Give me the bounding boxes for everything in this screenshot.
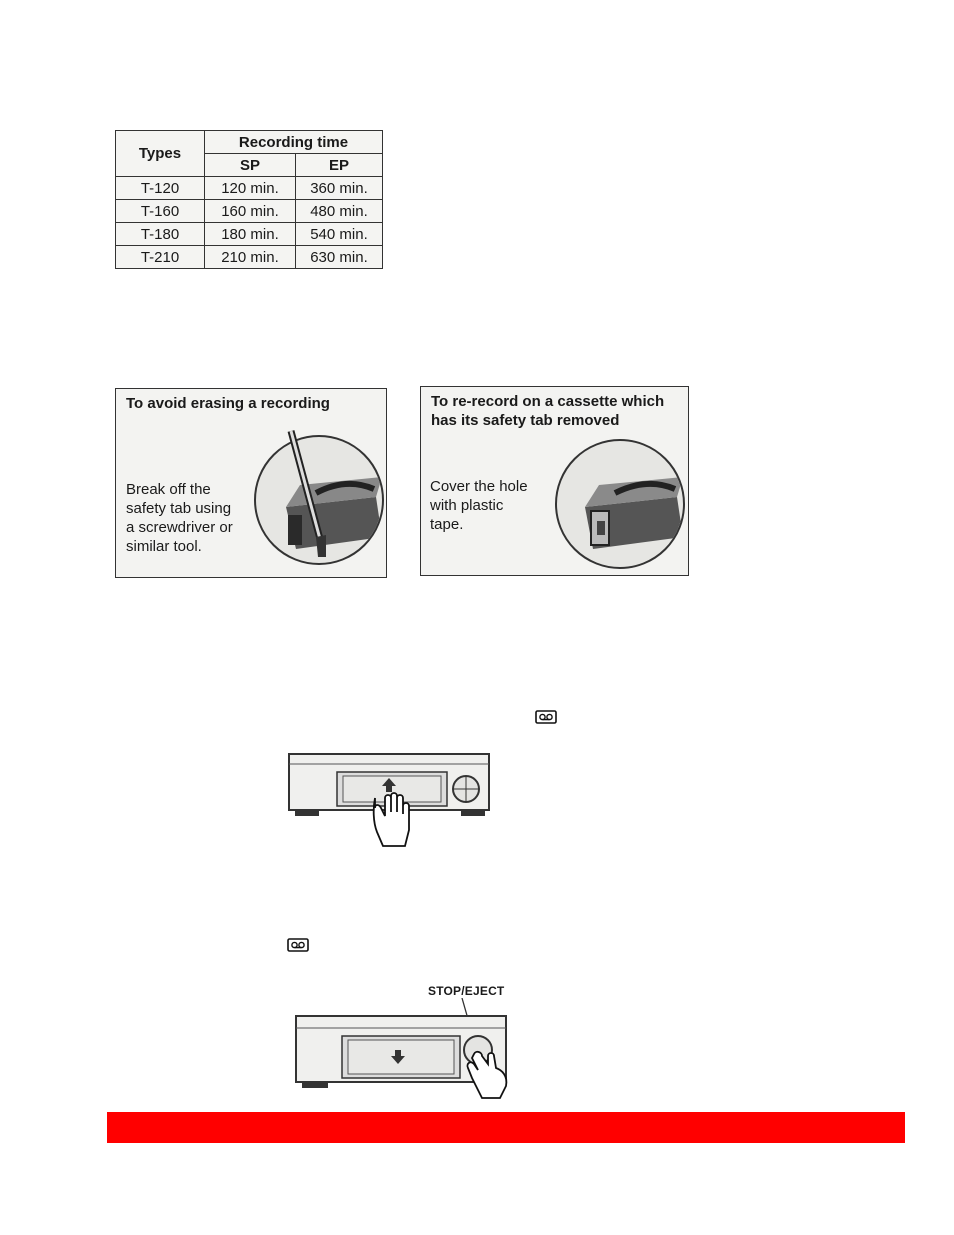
cell-ep: 480 min. <box>296 200 383 223</box>
cell-sp: 210 min. <box>205 246 296 269</box>
cell-sp: 160 min. <box>205 200 296 223</box>
table-row <box>116 223 383 246</box>
header-recording-time: Recording time <box>205 131 383 154</box>
cassette-closeup <box>555 439 685 569</box>
panel-instructions: Cover the hole with plastic tape. <box>430 478 528 533</box>
header-sp: SP <box>205 154 296 177</box>
vcr-insert-illustration <box>285 752 495 852</box>
panel-instructions: Break off the safety tab using a screwdriver or similar tool. <box>126 481 233 555</box>
cassette-icon <box>535 710 557 724</box>
table-row <box>116 177 383 200</box>
cell-type: T-210 <box>116 246 205 269</box>
cell-ep: 630 min. <box>296 246 383 269</box>
panel-title: To re-record on a cassette which has its safety tab removed <box>431 393 665 429</box>
cell-type: T-120 <box>116 177 205 200</box>
avoid-erasing-panel <box>115 388 387 578</box>
cell-ep: 540 min. <box>296 223 383 246</box>
header-ep: EP <box>296 154 383 177</box>
re-record-panel <box>420 386 689 576</box>
footer-bar <box>107 1112 905 1143</box>
cassette-icon <box>287 938 309 952</box>
panel-title: To avoid erasing a recording <box>126 395 330 412</box>
cell-ep: 360 min. <box>296 177 383 200</box>
recording-time-table <box>115 130 383 269</box>
cell-sp: 120 min. <box>205 177 296 200</box>
cell-sp: 180 min. <box>205 223 296 246</box>
table-row <box>116 200 383 223</box>
screwdriver-icon <box>286 429 346 559</box>
header-types: Types <box>116 131 205 177</box>
cell-type: T-160 <box>116 200 205 223</box>
table-row <box>116 246 383 269</box>
vcr-eject-illustration <box>292 998 517 1100</box>
stop-eject-label: STOP/EJECT <box>428 984 505 998</box>
cell-type: T-180 <box>116 223 205 246</box>
